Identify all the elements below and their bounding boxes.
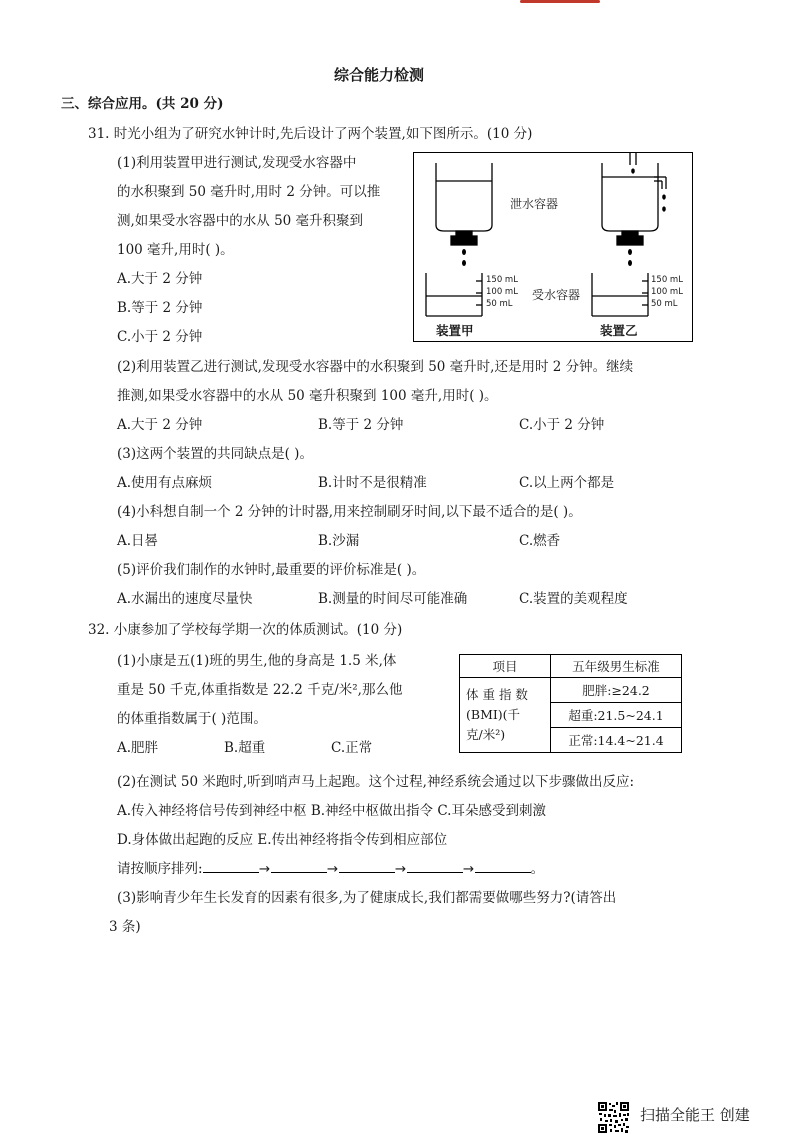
q31-p1-line: 的水积聚到 50 毫升时,用时 2 分钟。可以推: [117, 184, 381, 200]
order-blank-5[interactable]: [475, 860, 531, 873]
mark-100ml-a: 100 mL: [486, 287, 518, 297]
order-blank-4[interactable]: [407, 860, 463, 873]
q31-p4-option[interactable]: B.沙漏: [318, 533, 360, 549]
table-cell: 超重:21.5~24.1: [551, 703, 682, 728]
q31-p3-option[interactable]: A.使用有点麻烦: [117, 475, 213, 491]
order-label: 请按顺序排列:: [117, 861, 203, 877]
table-row-label: [460, 678, 551, 753]
q31-p2-option[interactable]: C.小于 2 分钟: [519, 417, 605, 433]
q31-p3-line: (3)这两个装置的共同缺点是( )。: [117, 446, 313, 462]
q32-p1-line: 的体重指数属于( )范围。: [117, 711, 267, 727]
q32-p3-line: 3 条): [109, 919, 141, 935]
table-row-label-line: (BMI)(千: [466, 707, 521, 722]
order-blank-2[interactable]: [271, 860, 327, 873]
q32-p1-option[interactable]: C.正常: [331, 740, 373, 756]
q32-p1-option[interactable]: A.肥胖: [117, 740, 159, 756]
q31-p2-option[interactable]: A.大于 2 分钟: [117, 417, 203, 433]
q31-p3-option[interactable]: B.计时不是很精准: [318, 475, 427, 491]
q31-p2-option[interactable]: B.等于 2 分钟: [318, 417, 404, 433]
table-cell: 正常:14.4~21.4: [551, 728, 682, 753]
q31-p4-option[interactable]: A.日晷: [117, 533, 159, 549]
table-row-label-line: 体 重 指 数: [466, 687, 528, 702]
q32-p2-steps: D.身体做出起跑的反应 E.传出神经将指令传到相应部位: [117, 832, 448, 848]
q32-stem: 32. 小康参加了学校每学期一次的体质测试。(10 分): [88, 622, 403, 638]
q31-p4-option[interactable]: C.燃香: [519, 533, 561, 549]
q31-p1-line: 100 毫升,用时( )。: [117, 242, 234, 258]
q32-p2-line: (2)在测试 50 米跑时,听到哨声马上起跑。这个过程,神经系统会通过以下步骤做出反应:: [117, 774, 635, 790]
arrow-icon: →: [462, 861, 475, 877]
arrow-icon: →: [394, 861, 407, 877]
q31-p5-line: (5)评价我们制作的水钟时,最重要的评价标准是( )。: [117, 562, 426, 578]
bmi-standard-table: [459, 654, 682, 753]
arrow-icon: →: [258, 861, 271, 877]
q31-p1-option[interactable]: A.大于 2 分钟: [117, 271, 203, 287]
q31-p3-option[interactable]: C.以上两个都是: [519, 475, 615, 491]
mark-50ml-b: 50 mL: [651, 299, 678, 309]
q31-stem: 31. 时光小组为了研究水钟计时,先后设计了两个装置,如下图所示。(10 分): [88, 126, 533, 142]
q31-p1-line: (1)利用装置甲进行测试,发现受水容器中: [117, 155, 357, 171]
q32-p1-line: (1)小康是五(1)班的男生,他的身高是 1.5 米,体: [117, 653, 397, 669]
q31-p5-option[interactable]: A.水漏出的速度尽量快: [117, 591, 253, 607]
q31-p2-line: (2)利用装置乙进行测试,发现受水容器中的水积聚到 50 毫升时,还是用时 2 分钟。继续: [117, 359, 634, 375]
table-header-cell: 五年级男生标准: [551, 655, 682, 678]
mark-150ml-a: 150 mL: [486, 275, 518, 285]
table-header-cell: 项目: [460, 655, 551, 678]
label-device-b: 装置乙: [600, 323, 638, 338]
order-blank-1[interactable]: [203, 860, 259, 873]
q31-p1-line: 测,如果受水容器中的水从 50 毫升积聚到: [117, 213, 364, 229]
qr-code-icon: [597, 1101, 630, 1134]
q31-p1-option[interactable]: C.小于 2 分钟: [117, 329, 203, 345]
mark-150ml-b: 150 mL: [651, 275, 683, 285]
mark-50ml-a: 50 mL: [486, 299, 513, 309]
q32-p1-line: 重是 50 千克,体重指数是 22.2 千克/米²,那么他: [117, 682, 403, 698]
order-blank-3[interactable]: [339, 860, 395, 873]
order-answer-row: [117, 857, 544, 877]
table-row: [460, 678, 682, 703]
q31-p5-option[interactable]: C.装置的美观程度: [519, 591, 628, 607]
label-drain-container: 泄水容器: [510, 197, 559, 211]
mark-100ml-b: 100 mL: [651, 287, 683, 297]
page-title: 综合能力检测: [334, 66, 425, 84]
scanner-watermark: 扫描全能王 创建: [640, 1106, 750, 1124]
q31-p1-option[interactable]: B.等于 2 分钟: [117, 300, 203, 316]
order-end-mark: 。: [530, 861, 545, 877]
q31-p5-option[interactable]: B.测量的时间尽可能准确: [318, 591, 468, 607]
water-clock-drawing: [414, 153, 692, 341]
q32-p2-steps: A.传入神经将信号传到神经中枢 B.神经中枢做出指令 C.耳朵感受到刺激: [117, 803, 546, 819]
q32-p3-line: (3)影响青少年生长发育的因素有很多,为了健康成长,我们都需要做哪些努力?(请答出: [117, 890, 617, 906]
arrow-icon: →: [326, 861, 339, 877]
table-cell: 肥胖:≥24.2: [551, 678, 682, 703]
label-receive-container: 受水容器: [532, 288, 581, 302]
section-heading: 三、综合应用。(共 20 分): [61, 96, 224, 112]
q31-p4-line: (4)小科想自制一个 2 分钟的计时器,用来控制刷牙时间,以下最不适合的是( )。: [117, 504, 582, 520]
table-row: [460, 655, 682, 678]
label-device-a: 装置甲: [436, 323, 474, 338]
water-clock-figure: [413, 152, 693, 342]
top-red-mark: [520, 0, 600, 3]
table-row-label-line: 克/米²): [466, 727, 506, 742]
q32-p1-option[interactable]: B.超重: [224, 740, 266, 756]
q31-p2-line: 推测,如果受水容器中的水从 50 毫升积聚到 100 毫升,用时( )。: [117, 388, 498, 404]
